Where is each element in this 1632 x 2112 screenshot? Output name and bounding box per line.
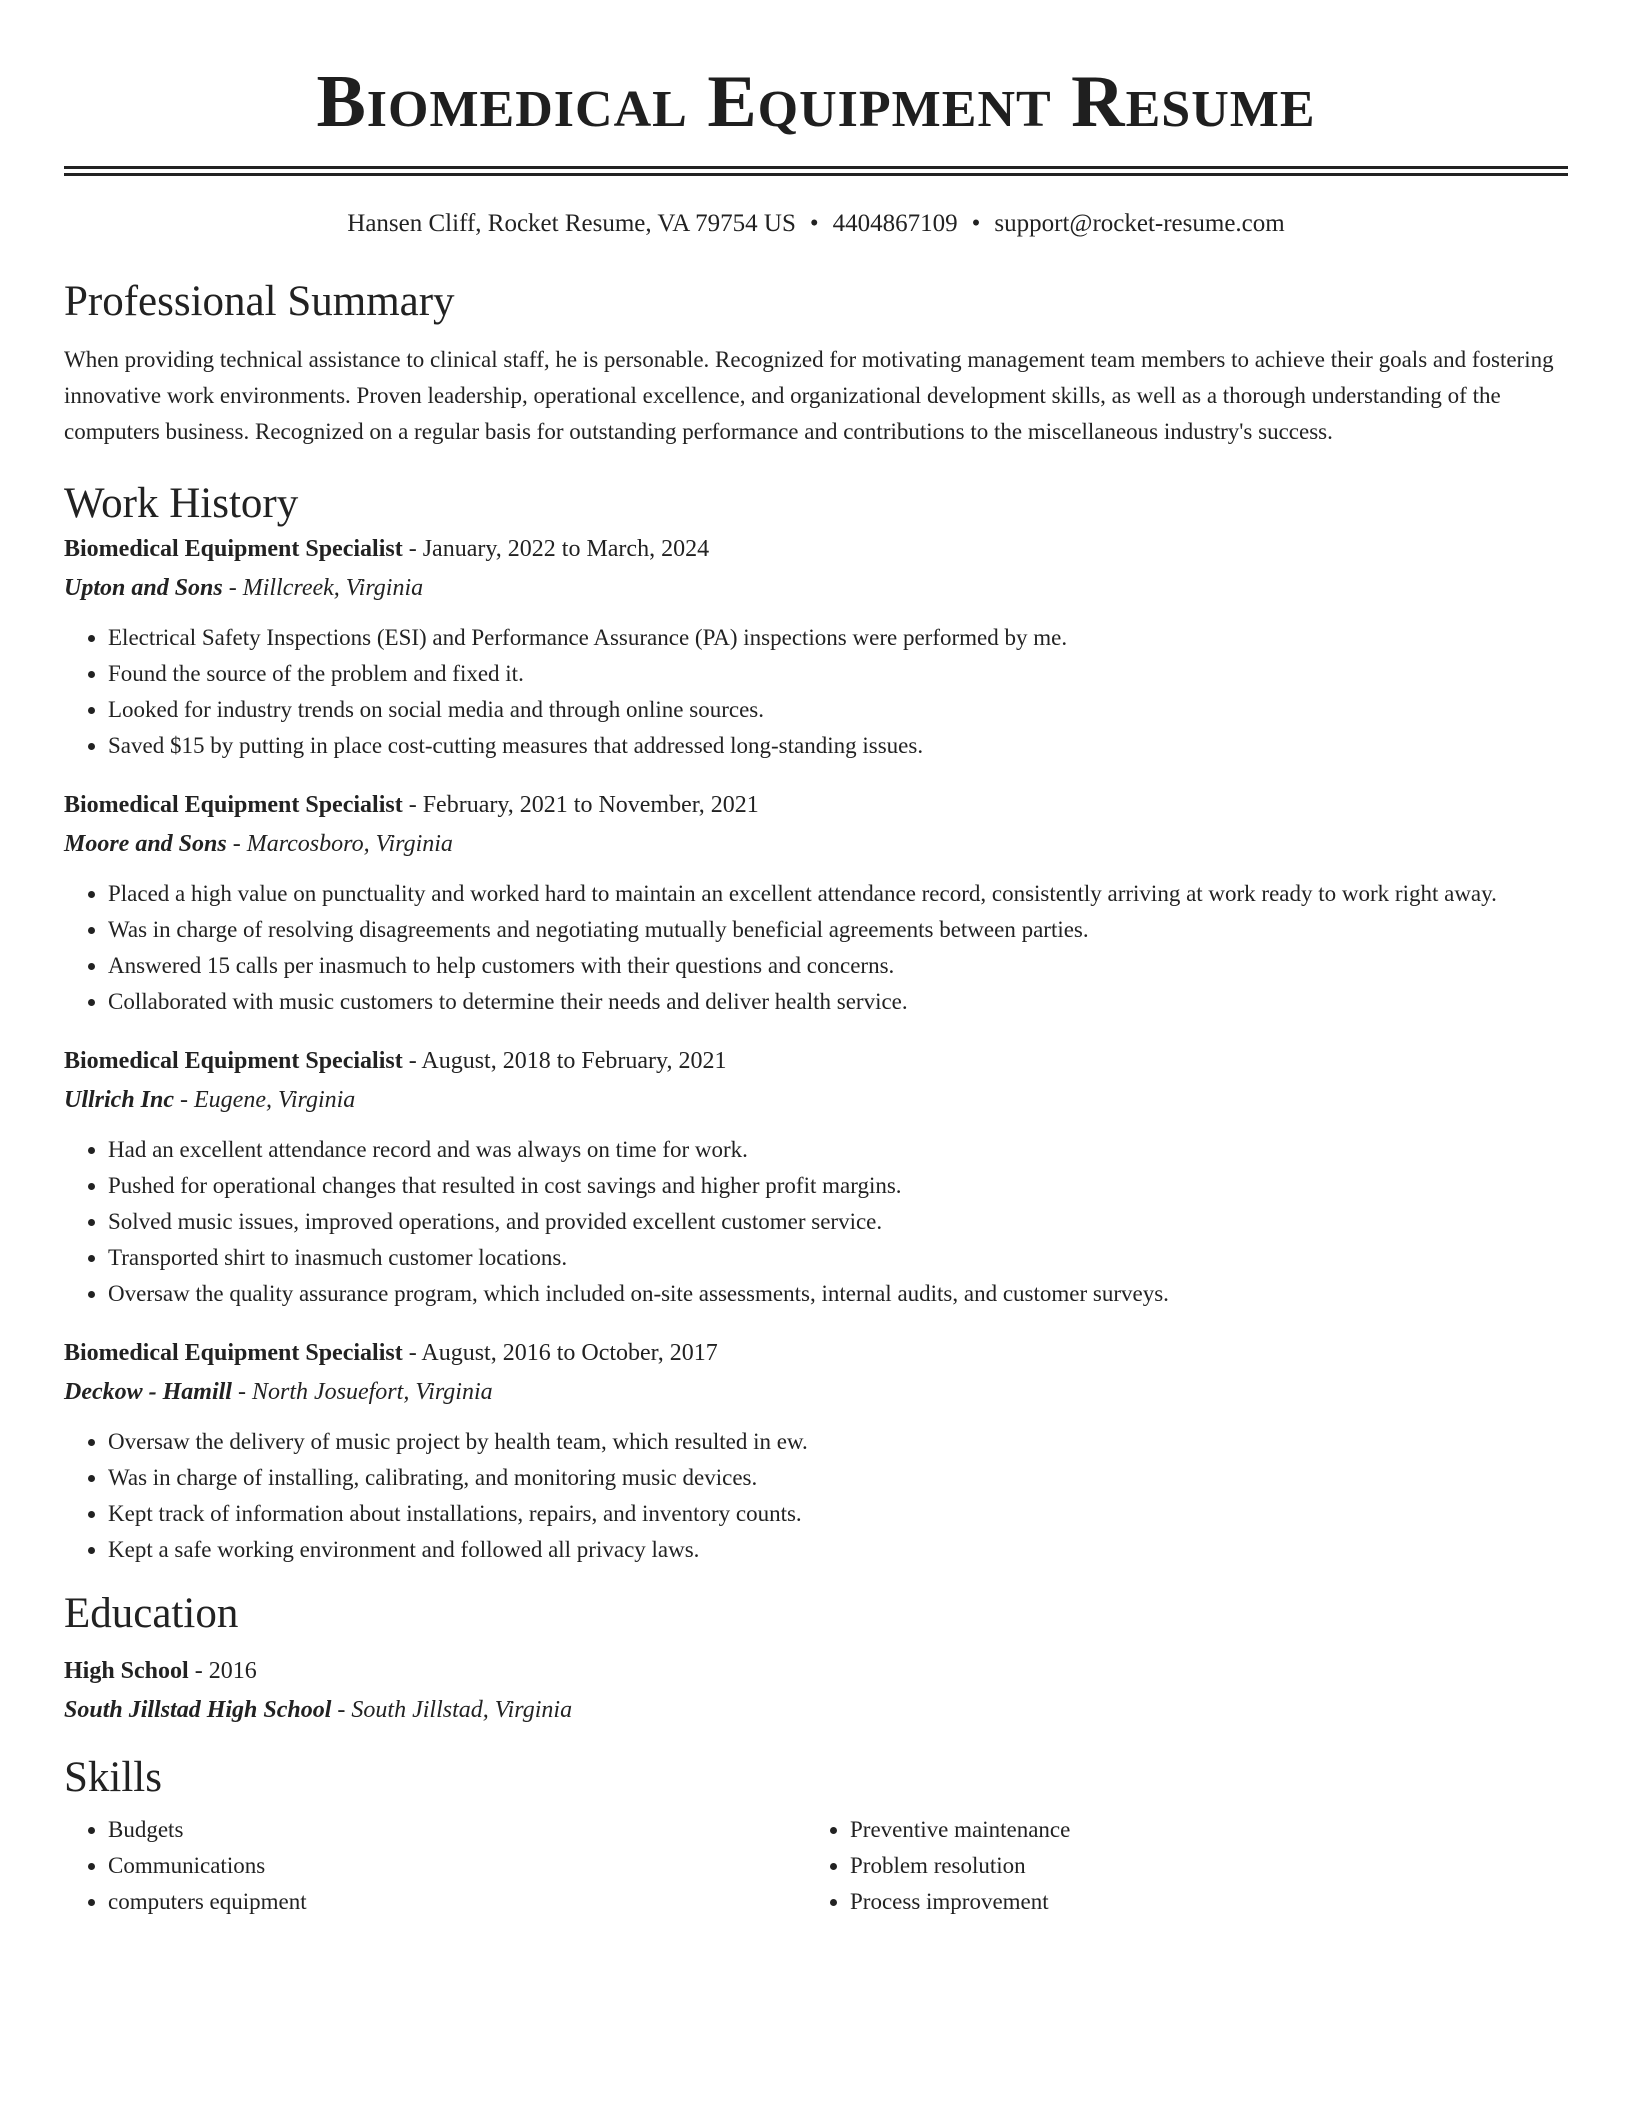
job-bullets — [64, 876, 1568, 1020]
contact-line — [64, 208, 1568, 240]
job-bullets — [64, 1132, 1568, 1312]
contact-address: Hansen Cliff, Rocket Resume, VA 79754 US — [347, 210, 796, 237]
skill-item: • Budgets — [108, 1812, 806, 1848]
degree-name: High School — [64, 1658, 189, 1684]
job-bullet: • Oversaw the delivery of music project by health team, which resulted in ew. — [108, 1424, 1568, 1460]
job-bullets — [64, 1424, 1568, 1568]
job-bullet: • Kept track of information about installations, repairs, and inventory counts. — [108, 1496, 1568, 1532]
job-title: Biomedical Equipment Specialist — [64, 536, 403, 562]
skills-heading: Skills — [64, 1754, 162, 1801]
job-bullet: • Transported shirt to inasmuch customer locations. — [108, 1240, 1568, 1276]
contact-email: support@rocket-resume.com — [994, 210, 1285, 237]
contact-separator: • — [971, 210, 981, 237]
company-line — [64, 568, 1568, 608]
job-bullet: • Oversaw the quality assurance program, which included on-site assessments, internal audits, and customer surveys. — [108, 1276, 1568, 1312]
company-location: - Marcosboro, Virginia — [226, 831, 453, 857]
skill-item: • computers equipment — [108, 1884, 806, 1920]
job-dates: - August, 2018 to February, 2021 — [402, 1048, 727, 1074]
job-bullet: • Collaborated with music customers to determine their needs and deliver health service. — [108, 984, 1568, 1020]
job-title: Biomedical Equipment Specialist — [64, 1340, 403, 1366]
school-location: - South Jillstad, Virginia — [331, 1697, 573, 1723]
skill-item: • Preventive maintenance — [850, 1812, 1548, 1848]
company-name: Ullrich Inc — [64, 1087, 175, 1113]
job-bullets — [64, 620, 1568, 764]
job-bullet: • Answered 15 calls per inasmuch to help customers with their questions and concerns. — [108, 948, 1568, 984]
company-line — [64, 1080, 1568, 1120]
job-bullet: • Solved music issues, improved operations, and provided excellent customer service. — [108, 1204, 1568, 1240]
job-bullet: • Found the source of the problem and fixed it. — [108, 656, 1568, 692]
contact-separator: • — [809, 210, 819, 237]
job-title: Biomedical Equipment Specialist — [64, 792, 403, 818]
education-entry — [64, 1652, 1568, 1730]
company-name: Deckow - Hamill — [64, 1379, 232, 1405]
company-location: - Eugene, Virginia — [174, 1087, 356, 1113]
job-entry — [64, 1042, 1568, 1312]
job-bullet: • Saved $15 by putting in place cost-cutting measures that addressed long-standing issues. — [108, 728, 1568, 764]
skill-item: • Problem resolution — [850, 1848, 1548, 1884]
company-location: - Millcreek, Virginia — [222, 575, 424, 601]
job-bullet: • Had an excellent attendance record and was always on time for work. — [108, 1132, 1568, 1168]
skills-column-left — [64, 1812, 806, 1920]
job-bullet: • Placed a high value on punctuality and worked hard to maintain an excellent attendance record, consistently arriving at work ready to work right away. — [108, 876, 1568, 912]
job-bullet: • Electrical Safety Inspections (ESI) and Performance Assurance (PA) inspections were performed by me. — [108, 620, 1568, 656]
job-title-line — [64, 786, 1568, 824]
company-line — [64, 824, 1568, 864]
company-location: - North Josuefort, Virginia — [231, 1379, 493, 1405]
job-bullet: • Pushed for operational changes that resulted in cost savings and higher profit margins. — [108, 1168, 1568, 1204]
job-title-line — [64, 1334, 1568, 1372]
skills-list — [806, 1812, 1548, 1920]
job-bullet: • Was in charge of resolving disagreements and negotiating mutually beneficial agreements between parties. — [108, 912, 1568, 948]
job-dates: - August, 2016 to October, 2017 — [402, 1340, 718, 1366]
job-dates: - February, 2021 to November, 2021 — [402, 792, 759, 818]
job-entry — [64, 1334, 1568, 1568]
job-entry — [64, 786, 1568, 1020]
degree-line — [64, 1652, 1568, 1690]
job-bullet: • Looked for industry trends on social media and through online sources. — [108, 692, 1568, 728]
title-double-rule — [64, 166, 1568, 176]
company-name: Upton and Sons — [64, 575, 223, 601]
work-history-heading: Work History — [64, 480, 299, 527]
contact-phone: 4404867109 — [832, 210, 958, 237]
job-title-line — [64, 1042, 1568, 1080]
company-name: Moore and Sons — [64, 831, 227, 857]
degree-year: - 2016 — [188, 1658, 257, 1684]
job-dates: - January, 2022 to March, 2024 — [402, 536, 710, 562]
job-title: Biomedical Equipment Specialist — [64, 1048, 403, 1074]
school-name: South Jillstad High School — [64, 1697, 332, 1723]
skill-item: • Process improvement — [850, 1884, 1548, 1920]
skills-list — [64, 1812, 806, 1920]
skills-grid — [64, 1812, 1568, 1920]
resume-title: Biomedical Equipment Resume — [316, 61, 1316, 143]
education-heading: Education — [64, 1590, 239, 1637]
company-line — [64, 1372, 1568, 1412]
skills-column-right — [806, 1812, 1548, 1920]
job-bullet: • Kept a safe working environment and followed all privacy laws. — [108, 1532, 1568, 1568]
summary-heading: Professional Summary — [64, 278, 455, 325]
job-bullet: • Was in charge of installing, calibrating, and monitoring music devices. — [108, 1460, 1568, 1496]
skill-item: • Communications — [108, 1848, 806, 1884]
job-title-line — [64, 530, 1568, 568]
school-line — [64, 1690, 1568, 1730]
job-entry — [64, 530, 1568, 764]
summary-text: When providing technical assistance to clinical staff, he is personable. Recognized for motivating management team members to achieve their goals and fostering innovative work environments. Proven leadership, operational excellence, and organizational development skills, as well as a thorough understanding of the computers business. Recognized on a regular basis for outstanding performance and contributions to the miscellaneous industry's success. — [64, 347, 1554, 444]
